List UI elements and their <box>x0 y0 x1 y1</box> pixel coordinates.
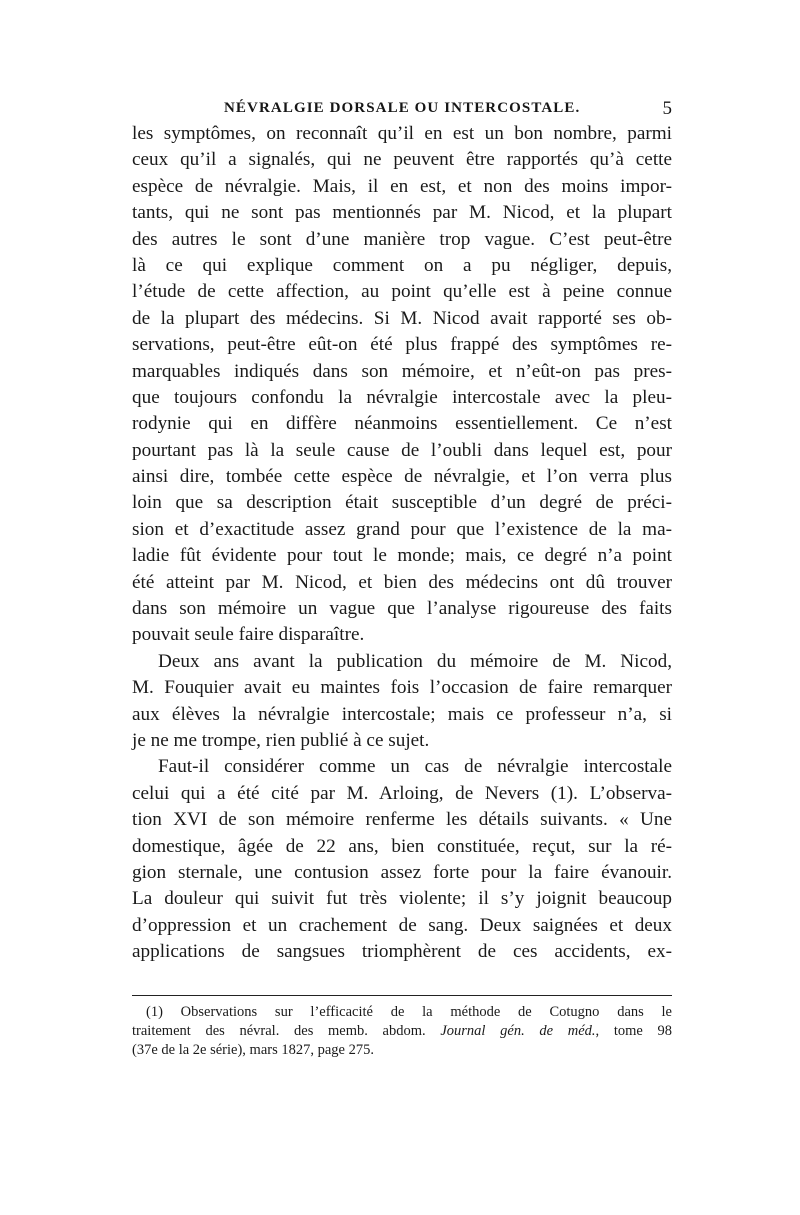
text-line: les symptômes, on reconnaît qu’il en est un bon nombre, parmi <box>132 123 672 144</box>
footnote <box>132 1003 672 1060</box>
text-line: La douleur qui suivit fut très violente; il s’y joignit beaucoup <box>132 888 672 910</box>
text-line: celui qui a été cité par M. Arloing, de Nevers (1). L’observa- <box>132 782 672 804</box>
text-line: de la plupart des médecins. Si M. Nicod avait rapporté ses ob- <box>132 307 672 329</box>
footnote-divider <box>132 995 672 996</box>
paragraph-end-line: je ne me trompe, rien publié à ce sujet. <box>132 729 430 751</box>
text-line: gion sternale, une contusion assez forte pour la faire évanouir. <box>132 861 672 883</box>
paragraph-start-line: Faut-il considérer comme un cas de névralgie intercostale <box>158 756 672 778</box>
text-line: dans son mémoire un vague que l’analyse rigoureuse des faits <box>132 598 672 620</box>
text-line: pourtant pas là la seule cause de l’oubli dans lequel est, pour <box>132 439 672 461</box>
text-line: été atteint par M. Nicod, et bien des médecins ont dû trouver <box>132 571 672 593</box>
text-line: espèce de névralgie. Mais, il en est, et non des moins impor- <box>132 175 672 197</box>
text-line: aux élèves la névralgie intercostale; mais ce professeur n’a, si <box>132 703 672 725</box>
footnote-line: (37e de la 2e série), mars 1827, page 275. <box>132 1042 374 1058</box>
text-line: des autres le sont d’une manière trop vague. C’est peut-être <box>132 228 672 250</box>
text-line: d’oppression et un crachement de sang. Deux saignées et deux <box>132 914 672 936</box>
page-number: 5 <box>662 98 672 119</box>
footnote-line: (1) Observations sur l’efficacité de la méthode de Cotugno dans le <box>146 1004 672 1020</box>
text-line: M. Fouquier avait eu maintes fois l’occasion de faire remarquer <box>132 677 672 699</box>
text-line: marquables indiqués dans son mémoire, et n’eût-on pas pres- <box>132 360 672 382</box>
text-line: tion XVI de son mémoire renferme les détails suivants. « Une <box>132 809 672 831</box>
paragraph-start-line: Deux ans avant la publication du mémoire de M. Nicod, <box>158 650 672 672</box>
text-line: loin que sa description était susceptible d’un degré de préci- <box>132 492 672 514</box>
paragraph-end-line: pouvait seule faire disparaître. <box>132 624 365 646</box>
text-line: sion et d’exactitude assez grand pour que l’existence de la ma- <box>132 518 672 540</box>
journal-title: Journal gén. de méd. <box>440 1023 596 1039</box>
footnote-text: traitement des névral. des memb. abdom. <box>132 1023 441 1039</box>
text-line: ladie fût évidente pour tout le monde; mais, ce degré n’a point <box>132 545 672 567</box>
text-line: que toujours confondu la névralgie intercostale avec la pleu- <box>132 386 672 408</box>
text-line: tants, qui ne sont pas mentionnés par M. Nicod, et la plupart <box>132 202 672 224</box>
text-line: ainsi dire, tombée cette espèce de névralgie, et l’on verra plus <box>132 466 672 488</box>
text-line: l’étude de cette affection, au point qu’elle est à peine connue <box>132 281 672 303</box>
text-line: servations, peut-être eût-on été plus frappé des symptômes re- <box>132 334 672 356</box>
running-title: NÉVRALGIE DORSALE OU INTERCOSTALE. <box>224 100 581 116</box>
text-line: là ce qui explique comment on a pu négliger, depuis, <box>132 254 672 276</box>
footnote-line <box>132 1022 672 1041</box>
text-line: ceux qu’il a signalés, qui ne peuvent être rapportés qu’à cette <box>132 149 672 171</box>
text-line: domestique, âgée de 22 ans, bien constituée, reçut, sur la ré- <box>132 835 672 857</box>
body-text <box>132 121 672 966</box>
text-line: rodynie qui en diffère néanmoins essentiellement. Ce n’est <box>132 413 672 435</box>
text-line: applications de sangsues triomphèrent de ces accidents, ex- <box>132 941 672 963</box>
footnote-text: , tome 98 <box>595 1023 673 1039</box>
